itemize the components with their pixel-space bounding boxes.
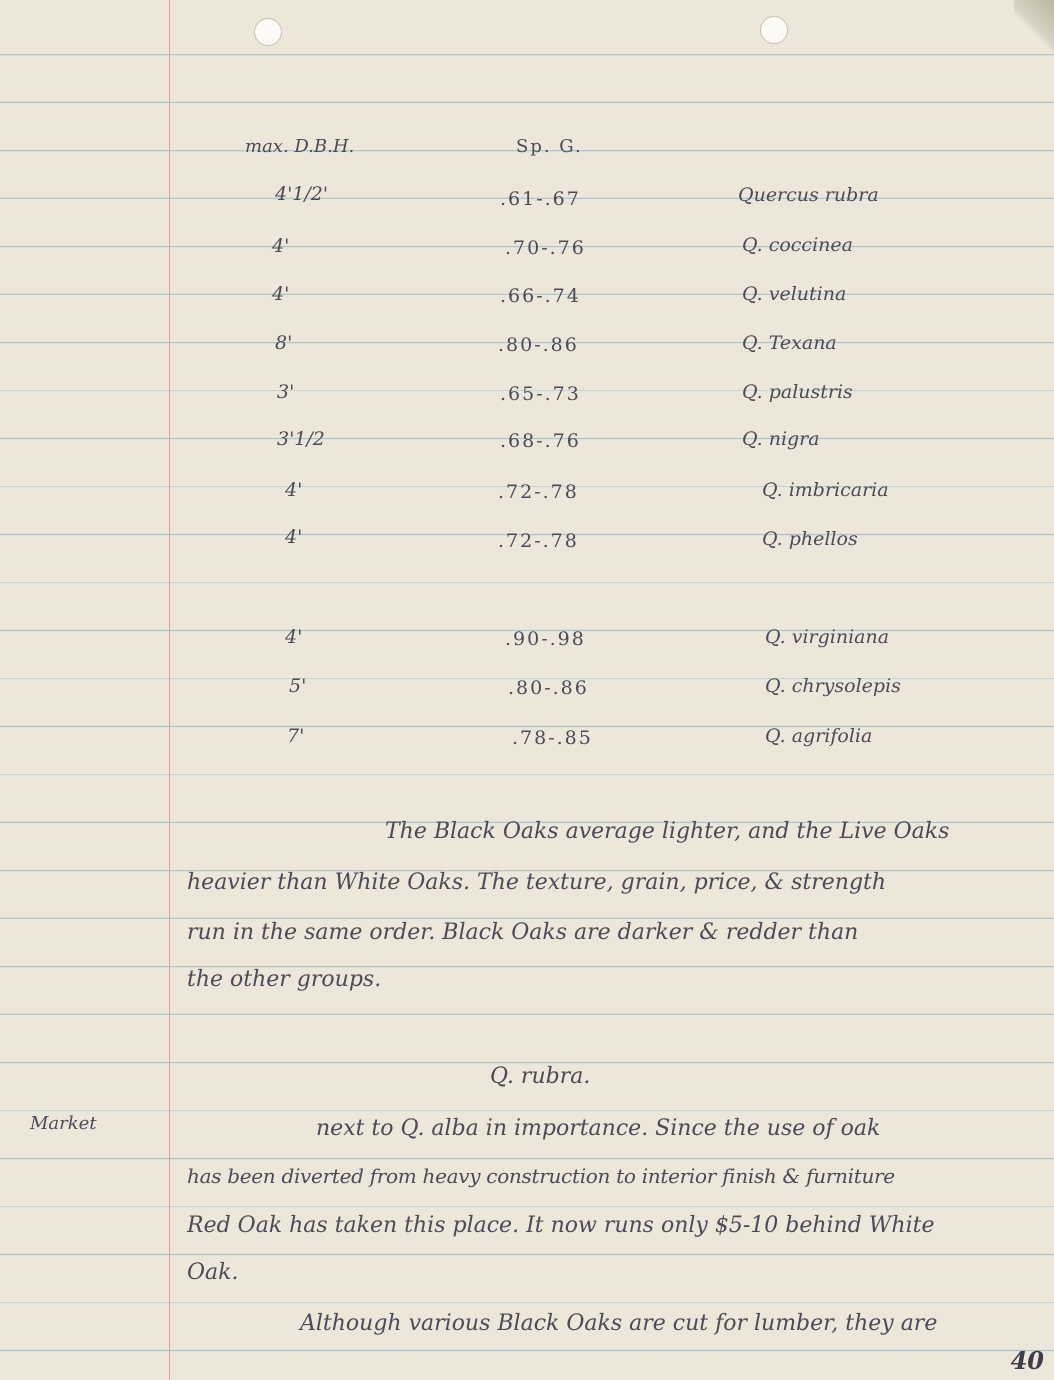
- paragraph-3-line-1: Although various Black Oaks are cut for lumber, they are: [300, 1311, 938, 1336]
- paragraph-2-line-3: Red Oak has taken this place. It now runs only $5-10 behind White: [187, 1213, 935, 1238]
- paragraph-2-line-4: Oak.: [187, 1260, 239, 1285]
- row-10-species: Q. chrysolepis: [765, 675, 901, 697]
- row-7-dbh: 4': [285, 479, 303, 501]
- row-3-species: Q. velutina: [742, 283, 847, 305]
- paragraph-1-line-1: The Black Oaks average lighter, and the Live Oaks: [385, 819, 950, 844]
- row-11-spg: .78-.85: [512, 727, 593, 749]
- row-4-species: Q. Texana: [742, 332, 837, 354]
- row-3-dbh: 4': [272, 283, 290, 305]
- paragraph-1-line-2: heavier than White Oaks. The texture, grain, price, & strength: [187, 870, 887, 895]
- row-3-spg: .66-.74: [500, 285, 581, 307]
- header-sp-g: Sp. G.: [516, 136, 583, 157]
- row-9-species: Q. virginiana: [765, 626, 890, 648]
- margin-note: Market: [30, 1113, 97, 1134]
- section-heading: Q. rubra.: [490, 1064, 591, 1089]
- header-max-dbh: max. D.B.H.: [245, 136, 355, 157]
- row-4-spg: .80-.86: [498, 334, 579, 356]
- paragraph-2-line-1: next to Q. alba in importance. Since the use of oak: [316, 1116, 881, 1141]
- row-1-species: Quercus rubra: [738, 184, 879, 206]
- row-9-spg: .90-.98: [505, 628, 586, 650]
- paragraph-1-line-4: the other groups.: [187, 967, 382, 992]
- margin-line: [169, 0, 170, 1380]
- paragraph-1-line-3: run in the same order. Black Oaks are darker & redder than: [187, 920, 859, 945]
- row-10-spg: .80-.86: [508, 677, 589, 699]
- row-7-spg: .72-.78: [498, 481, 579, 503]
- row-11-dbh: 7': [287, 725, 305, 747]
- row-6-dbh: 3'1/2: [277, 428, 325, 450]
- row-2-species: Q. coccinea: [742, 234, 853, 256]
- row-1-dbh: 4'1/2': [275, 183, 329, 205]
- row-1-spg: .61-.67: [500, 188, 581, 210]
- row-5-dbh: 3': [277, 381, 295, 403]
- page-number: 40: [1010, 1346, 1044, 1375]
- row-8-spg: .72-.78: [498, 530, 579, 552]
- row-10-dbh: 5': [289, 675, 307, 697]
- row-6-spg: .68-.76: [500, 430, 581, 452]
- punch-hole-left: [254, 18, 282, 46]
- punch-hole-right: [760, 16, 788, 44]
- row-11-species: Q. agrifolia: [765, 725, 873, 747]
- row-6-species: Q. nigra: [742, 428, 820, 450]
- paragraph-2-line-2: has been diverted from heavy construction to interior finish & furniture: [187, 1164, 895, 1188]
- row-9-dbh: 4': [285, 626, 303, 648]
- folded-corner: [1014, 0, 1054, 60]
- row-5-species: Q. palustris: [742, 381, 853, 403]
- row-8-dbh: 4': [285, 526, 303, 548]
- row-5-spg: .65-.73: [500, 383, 581, 405]
- row-2-spg: .70-.76: [505, 237, 586, 259]
- row-2-dbh: 4': [272, 235, 290, 257]
- row-7-species: Q. imbricaria: [762, 479, 889, 501]
- row-4-dbh: 8': [275, 332, 293, 354]
- row-8-species: Q. phellos: [762, 528, 858, 550]
